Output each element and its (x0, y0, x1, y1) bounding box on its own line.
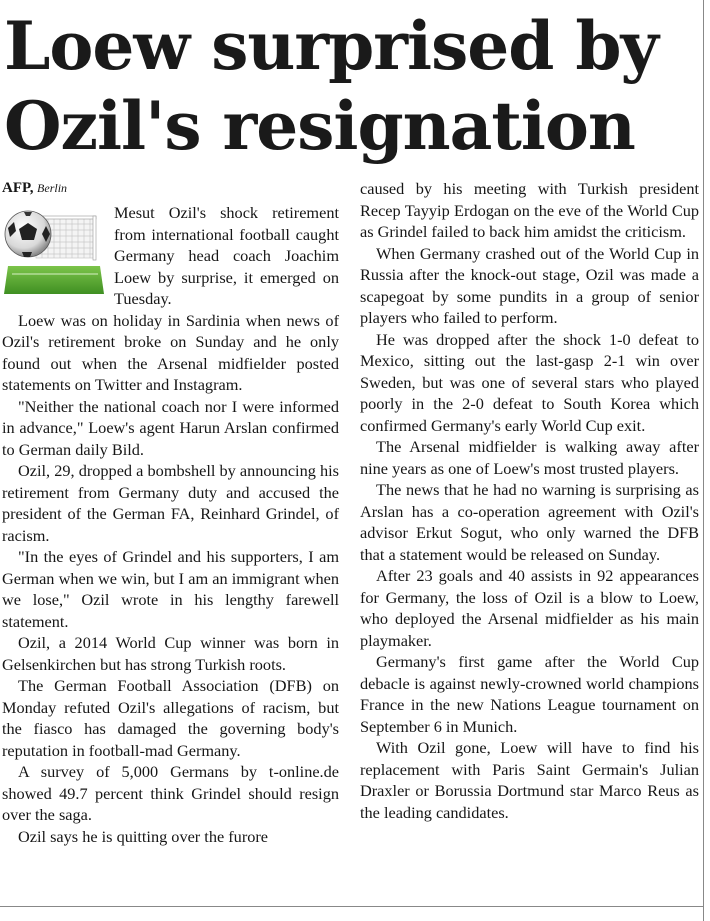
paragraph: "In the eyes of Grindel and his supporters, I am German when we win, but I am an immigrant when we lose," Ozil wrote in his lengthy farewell statement. (2, 547, 339, 631)
paragraph: After 23 goals and 40 assists in 92 appearances for Germany, the loss of Ozil is a blow to Loew, who deployed the Arsenal midfielder as his main playmaker. (360, 566, 699, 650)
paragraph: Ozil says he is quitting over the furore (18, 826, 269, 846)
byline-city: Berlin (37, 181, 68, 195)
paragraph: caused by his meeting with Turkish president Recep Tayyip Erdogan on the eve of the World Cup as Grindel failed to back him amidst the criticism. (360, 179, 699, 241)
left-column (2, 178, 339, 847)
soccer-ball-goal-icon (2, 204, 106, 296)
headline: Loew surprised by Ozil's resignation (4, 7, 658, 165)
paragraph: With Ozil gone, Loew will have to find his replacement with Paris Saint Germain's Julian Draxler or Borussia Dortmund star Marco Reus as the leading candidates. (360, 738, 699, 822)
paragraph: Loew was on holiday in Sardinia when news of Ozil's retirement broke on Sunday and he only found out when the Arsenal midfielder posted statements on Twitter and Instagram. (2, 310, 339, 394)
paragraph: The news that he had no warning is surprising as Arslan has a co-operation agreement with Ozil's advisor Erkut Sogut, who only warned the DFB that a statement would be released on Sunday. (360, 480, 699, 564)
right-column (360, 178, 699, 823)
paragraph: The Arsenal midfielder is walking away after nine years as one of Loew's most trusted players. (360, 437, 699, 478)
paragraph: "Neither the national coach nor I were informed in advance," Loew's agent Harun Arslan confirmed to German daily Bild. (2, 396, 339, 459)
paragraph: When Germany crashed out of the World Cup in Russia after the knock-out stage, Ozil was made a scapegoat by some pundits in a group of senior players who failed to perform. (360, 243, 699, 327)
paragraph: Ozil, a 2014 World Cup winner was born in Gelsenkirchen but has strong Turkish roots. (2, 633, 339, 674)
paragraph: Mesut Ozil's shock retirement from international football caught Germany head coach Joachim Loew by surprise, it emerged on Tuesday. (114, 203, 339, 308)
paragraph: A survey of 5,000 Germans by t-online.de showed 49.7 percent think Grindel should resign over the saga. (2, 762, 339, 824)
paragraph: Germany's first game after the World Cup debacle is against newly-crowned world champions France in the new Nations League tournament on September 6 in Munich. (360, 652, 699, 736)
column-rule-right (703, 0, 704, 921)
byline (2, 178, 339, 199)
bottom-rule (0, 906, 704, 907)
paragraph: The German Football Association (DFB) on Monday refuted Ozil's allegations of racism, but the fiasco has damaged the governing body's reputation in football-mad Germany. (2, 676, 339, 760)
paragraph: He was dropped after the shock 1-0 defeat to Mexico, sitting out the last-gasp 2-1 win over Sweden, but was one of several stars who played poorly in the 2-0 defeat to South Korea which confirmed Germany's early World Cup exit. (360, 329, 699, 435)
byline-agency: AFP, (2, 180, 34, 196)
paragraph: Ozil, 29, dropped a bombshell by announcing his retirement from Germany duty and accused the president of the German FA, Reinhard Grindel, of racism. (2, 461, 339, 545)
